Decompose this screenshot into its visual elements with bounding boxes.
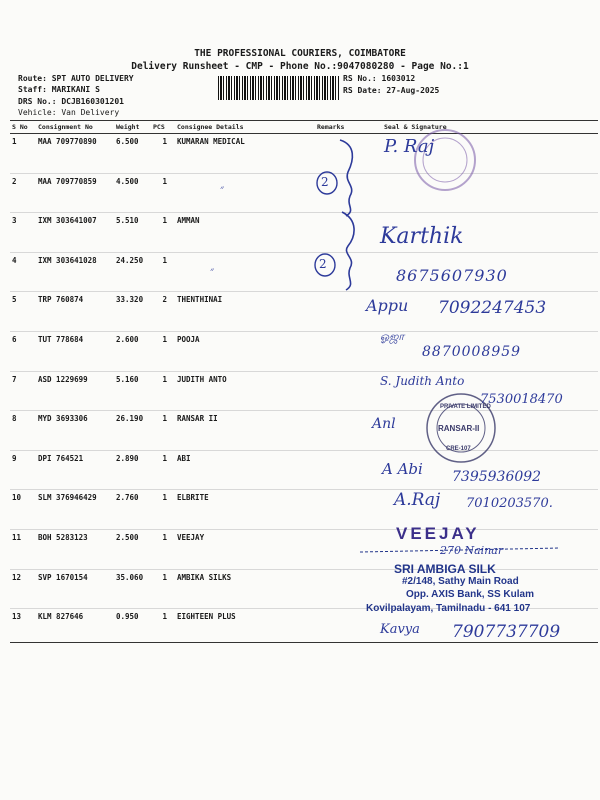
row-pcs: 1	[151, 411, 175, 451]
signature-row-1: P. Raj	[384, 136, 435, 157]
signature-row-3: Karthik	[380, 224, 464, 249]
row-consignee: KUMARAN MEDICAL	[175, 134, 315, 174]
ditto-mark-2: ״	[220, 184, 224, 195]
row-consignee: AMMAN	[175, 213, 315, 253]
row-consignment: SVP 1670154	[36, 569, 114, 609]
signature-row-8: Anl	[372, 416, 396, 432]
row-weight: 4.500	[114, 173, 151, 213]
row-consignment: TUT 778684	[36, 331, 114, 371]
row-sno: 11	[10, 529, 36, 569]
row-sno: 13	[10, 609, 36, 643]
company-name: THE PROFESSIONAL COURIERS, COIMBATORE	[194, 48, 406, 59]
row-weight: 2.890	[114, 450, 151, 490]
row-consignment: KLM 827646	[36, 609, 114, 643]
row-consignee: ELBRITE	[175, 490, 315, 530]
ambika-stamp-line3: Opp. AXIS Bank, SS Kulam	[406, 589, 534, 600]
row-pcs: 1	[151, 371, 175, 411]
row-consignment: MYD 3693306	[36, 411, 114, 451]
row-pcs: 1	[151, 252, 175, 292]
remark-bracket-1	[340, 140, 352, 216]
row-pcs: 1	[151, 173, 175, 213]
row-consignment: IXM 303641028	[36, 252, 114, 292]
ambika-stamp-line1: SRI AMBIGA SILK	[394, 562, 496, 576]
row-consignment: SLM 376946429	[36, 490, 114, 530]
row-consignment: MAA 709770859	[36, 173, 114, 213]
row-weight: 2.500	[114, 529, 151, 569]
row-consignment: DPI 764521	[36, 450, 114, 490]
row-consignee: ABI	[175, 450, 315, 490]
row-sno: 12	[10, 569, 36, 609]
col-sno: S No	[10, 121, 36, 134]
row-consignee: AMBIKA SILKS	[175, 569, 315, 609]
row-sno: 7	[10, 371, 36, 411]
row-weight: 33.320	[114, 292, 151, 332]
row-weight: 6.500	[114, 134, 151, 174]
row-weight: 0.950	[114, 609, 151, 643]
row-consignee: RANSAR II	[175, 411, 315, 451]
col-consignment: Consignment No	[36, 121, 114, 134]
ambika-stamp-line4: Kovilpalayam, Tamilnadu - 641 107	[366, 603, 531, 614]
row-pcs: 1	[151, 529, 175, 569]
col-consignee: Consignee Details	[175, 121, 315, 134]
row-pcs: 1	[151, 609, 175, 643]
tamil-signature-row-6: ஓஜா	[380, 330, 405, 343]
row-pcs: 2	[151, 292, 175, 332]
route: Route: SPT AUTO DELIVERY	[18, 74, 134, 83]
row-weight: 35.060	[114, 569, 151, 609]
phone-row-5: 7092247453	[438, 298, 547, 318]
staff: Staff: MARIKANI S	[18, 85, 100, 94]
col-pcs: PCS	[151, 121, 175, 134]
row-pcs: 1	[151, 450, 175, 490]
veejay-stamp: VEEJAY	[396, 524, 480, 543]
remark-bracket-2	[342, 212, 354, 290]
row-pcs: 1	[151, 213, 175, 253]
signature-row-10: A.Raj	[394, 490, 441, 510]
row-pcs: 1	[151, 490, 175, 530]
row-sno: 6	[10, 331, 36, 371]
col-weight: Weight	[114, 121, 151, 134]
row-sno: 3	[10, 213, 36, 253]
remark-number-2: 2	[319, 257, 327, 271]
phone-row-10: 7010203570.	[466, 496, 553, 511]
row-weight: 5.160	[114, 371, 151, 411]
row-weight: 5.510	[114, 213, 151, 253]
row-consignment: IXM 303641007	[36, 213, 114, 253]
signature-row-5: Appu	[366, 296, 409, 315]
ransar-seal-ring: PRIVATE LIMITED	[440, 404, 491, 410]
row-consignment: MAA 709770890	[36, 134, 114, 174]
remark-number-1: 2	[321, 175, 329, 189]
row-pcs: 1	[151, 569, 175, 609]
row-pcs: 1	[151, 331, 175, 371]
row-consignee: THENTHINAI	[175, 292, 315, 332]
ransar-seal-name: RANSAR-II	[438, 424, 480, 433]
row-consignment: BOH 5283123	[36, 529, 114, 569]
drs-number: DRS No.: DCJB160301201	[18, 97, 124, 106]
row-sno: 8	[10, 411, 36, 451]
row-consignment: ASD 1229699	[36, 371, 114, 411]
ransar-seal-code: CRE-107	[446, 446, 471, 452]
phone-row-6: 8870008959	[422, 344, 522, 360]
row-weight: 24.250	[114, 252, 151, 292]
row-sno: 4	[10, 252, 36, 292]
vehicle: Vehicle: Van Delivery	[18, 108, 120, 117]
phone-row-9: 7395936092	[452, 469, 542, 485]
signature-row-9: A Abi	[382, 460, 423, 478]
phone-row-13: 7907737709	[452, 622, 561, 642]
row-consignee: EIGHTEEN PLUS	[175, 609, 315, 643]
row-consignee: VEEJAY	[175, 529, 315, 569]
row-sno: 10	[10, 490, 36, 530]
rs-number: RS No.: 1603012	[343, 74, 416, 83]
row-weight: 2.760	[114, 490, 151, 530]
signature-row-13: Kavya	[380, 622, 420, 637]
runsheet-subtitle: Delivery Runsheet - CMP - Phone No.:9047080280 - Page No.:1	[131, 61, 469, 72]
row-consignee: POOJA	[175, 331, 315, 371]
signature-row-11: 270 Nainar	[440, 544, 504, 557]
row-sno: 5	[10, 292, 36, 332]
row-pcs: 1	[151, 134, 175, 174]
col-remarks: Remarks	[315, 121, 364, 134]
ditto-mark-4: ״	[210, 266, 214, 277]
row-sno: 2	[10, 173, 36, 213]
rs-date: RS Date: 27-Aug-2025	[343, 86, 440, 95]
signature-row-7: S. Judith Anto	[380, 374, 465, 388]
row-sno: 9	[10, 450, 36, 490]
phone-row-3: 8675607930	[396, 266, 508, 285]
row-weight: 26.190	[114, 411, 151, 451]
row-sno: 1	[10, 134, 36, 174]
row-consignee: JUDITH ANTO	[175, 371, 315, 411]
phone-row-7: 7530018470	[480, 392, 563, 407]
row-consignment: TRP 760874	[36, 292, 114, 332]
col-signature: Seal & Signature	[364, 121, 598, 134]
ambika-stamp-line2: #2/148, Sathy Main Road	[402, 576, 519, 587]
row-weight: 2.600	[114, 331, 151, 371]
